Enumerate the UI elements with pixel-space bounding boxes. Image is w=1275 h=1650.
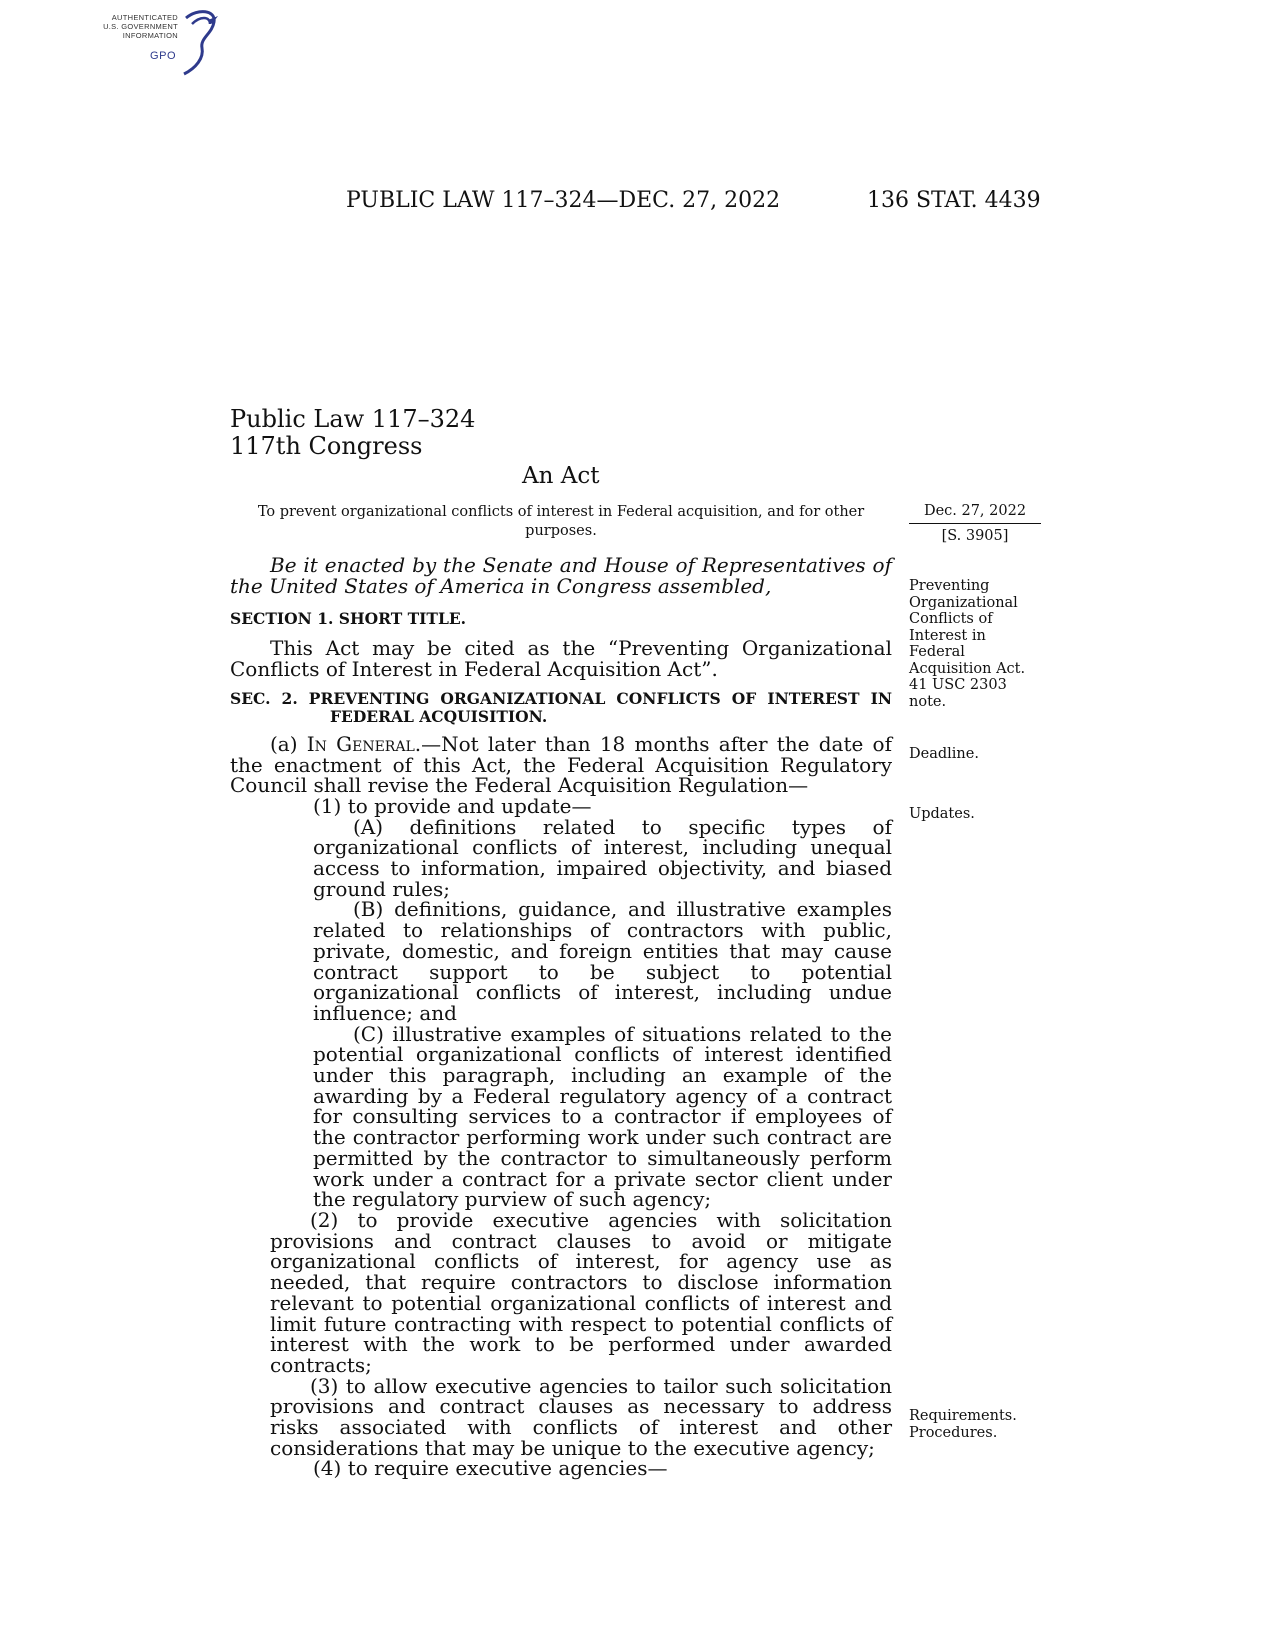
gpo-authentication-logo bbox=[88, 8, 238, 78]
approval-box bbox=[909, 503, 1041, 545]
margin-note-line: Interest in bbox=[909, 627, 986, 644]
subsection-a-label: (a) bbox=[270, 731, 307, 756]
section-1-text: This Act may be cited as the “Preventing Organizational Conflicts of Interest in Federal Acquisition Act”. bbox=[230, 636, 892, 682]
purpose-clause: To prevent organizational conflicts of interest in Federal acquisition, and for other purposes. bbox=[257, 504, 865, 539]
margin-note-line: Preventing bbox=[909, 578, 990, 594]
margin-note-deadline: Deadline. bbox=[909, 746, 979, 762]
logo-line-1: AUTHENTICATED bbox=[111, 13, 178, 22]
paragraph-3: (3) to allow executive agencies to tailor such solicitation provisions and contract clauses as necessary to address risks associated with conflicts of interest and other considerations that may be unique to the executive agency; bbox=[270, 1373, 892, 1460]
subsection-a-heading: In General bbox=[306, 731, 415, 756]
law-identification bbox=[230, 406, 475, 460]
margin-note-line: Requirements. bbox=[909, 1408, 1017, 1424]
subparagraph-b: (B) definitions, guidance, and illustrative examples related to relationships of contractors with public, private, domestic, and foreign entities that may cause contract support to be subject to potential organizational conflicts of interest, including undue influence; and bbox=[313, 897, 892, 1025]
section-1-heading: SECTION 1. SHORT TITLE. bbox=[230, 609, 467, 629]
margin-note-line: Procedures. bbox=[909, 1424, 998, 1441]
paragraph-1: (1) to provide and update— bbox=[313, 793, 592, 818]
enacting-clause: Be it enacted by the Senate and House of Representatives of the United States of America in Congress assembled, bbox=[230, 553, 892, 598]
running-head-left: PUBLIC LAW 117–324—DEC. 27, 2022 bbox=[346, 188, 781, 213]
bill-number: [S. 3905] bbox=[941, 528, 1009, 544]
subparagraph-c: (C) illustrative examples of situations related to the potential organizational conflicts of interest identified under this paragraph, including an example of the awarding by a Federal regulatory agency of a contract for consulting services to a contractor if employees of the contractor performing work under such contract are permitted by the contractor to simultaneously perform work under a contract for a private sector client under the regulatory purview of such agency; bbox=[313, 1021, 892, 1212]
congress: 117th Congress bbox=[230, 432, 423, 460]
eagle-icon bbox=[178, 8, 238, 78]
act-title: An Act bbox=[522, 463, 600, 489]
law-text bbox=[230, 555, 892, 1479]
logo-text bbox=[103, 13, 178, 40]
subsection-a-text: .—Not later than 18 months after the date of the enactment of this Act, the Federal Acquisition Regulatory Council shall revise the Federal Acquisition Regulation— bbox=[230, 731, 892, 798]
margin-note-line: Organizational bbox=[909, 594, 1018, 611]
law-number: Public Law 117–324 bbox=[230, 405, 476, 433]
margin-note-line: Conflicts of bbox=[909, 611, 993, 627]
margin-note-short-title bbox=[909, 578, 1049, 710]
running-head-right: 136 STAT. 4439 bbox=[867, 188, 1041, 213]
subsection-a bbox=[230, 731, 892, 798]
margin-note-updates: Updates. bbox=[909, 806, 975, 822]
paragraph-4: (4) to require executive agencies— bbox=[313, 1456, 668, 1481]
logo-line-2: U.S. GOVERNMENT bbox=[103, 22, 178, 31]
paragraph-2: (2) to provide executive agencies with solicitation provisions and contract clauses to avoid or mitigate organizational conflicts of interest, for agency use as needed, that require contractors to disclose information relevant to potential organizational conflicts of interest and limit future contracting with respect to potential conflicts of interest with the work to be performed under awarded contracts; bbox=[270, 1207, 892, 1377]
subparagraph-a: (A) definitions related to specific types of organizational conflicts of interest, including unequal access to information, impaired objectivity, and biased ground rules; bbox=[313, 814, 892, 901]
margin-note-requirements bbox=[909, 1408, 1049, 1441]
margin-note-line: Acquisition Act. bbox=[909, 660, 1026, 677]
margin-note-line: Federal bbox=[909, 644, 965, 660]
logo-line-3: INFORMATION bbox=[122, 31, 178, 40]
logo-gpo-mark: GPO bbox=[150, 50, 176, 62]
approval-date: Dec. 27, 2022 bbox=[909, 503, 1041, 524]
margin-note-line: 41 USC 2303 bbox=[909, 677, 1007, 693]
margin-note-line: note. bbox=[909, 693, 947, 710]
section-2-heading: SEC. 2. PREVENTING ORGANIZATIONAL CONFLICTS OF INTEREST IN FEDERAL ACQUISITION. bbox=[230, 688, 892, 726]
